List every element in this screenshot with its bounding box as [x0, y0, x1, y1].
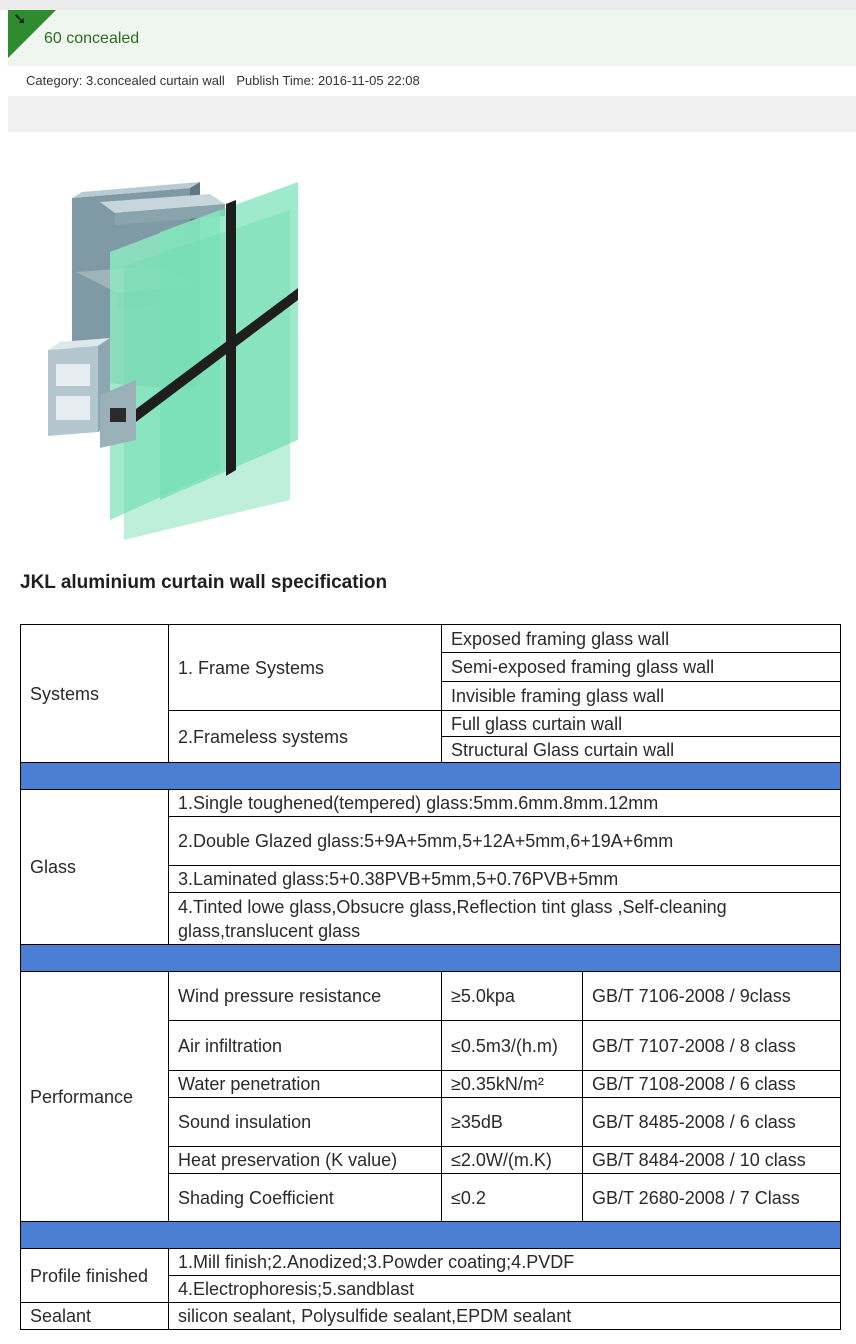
category-label: Category:: [26, 73, 83, 88]
frameless-systems-label: 2.Frameless systems: [169, 711, 442, 763]
spec-table: [20, 624, 841, 1330]
separator-row: [21, 1222, 841, 1249]
profile-item: 1.Mill finish;2.Anodized;3.Powder coating;4.PVDF: [169, 1249, 841, 1276]
publish-label: Publish Time:: [236, 73, 315, 88]
performance-standard: GB/T 8485-2008 / 6 class: [583, 1098, 841, 1147]
frame-item: Exposed framing glass wall: [442, 625, 841, 653]
performance-standard: GB/T 8484-2008 / 10 class: [583, 1147, 841, 1174]
sealant-label: Sealant: [21, 1303, 169, 1330]
page-top-border: [0, 0, 856, 10]
frame-item: Semi-exposed framing glass wall: [442, 653, 841, 682]
profile-item: 4.Electrophoresis;5.sandblast: [169, 1276, 841, 1303]
performance-value: ≥0.35kN/m²: [442, 1071, 583, 1098]
performance-name: Air infiltration: [169, 1021, 442, 1071]
content-divider-band: [8, 96, 856, 132]
sealant-value: silicon sealant, Polysulfide sealant,EPDM sealant: [169, 1303, 841, 1330]
performance-name: Heat preservation (K value): [169, 1147, 442, 1174]
publish-time: 2016-11-05 22:08: [318, 73, 420, 88]
profile-label: Profile finished: [21, 1249, 169, 1303]
frame-item: Invisible framing glass wall: [442, 682, 841, 711]
performance-value: ≤0.2: [442, 1174, 583, 1222]
systems-label: Systems: [21, 625, 169, 763]
glass-item: 4.Tinted lowe glass,Obsucre glass,Reflection tint glass ,Self-cleaning glass,translucent glass: [169, 893, 841, 945]
frameless-item: Full glass curtain wall: [442, 711, 841, 737]
performance-value: ≥35dB: [442, 1098, 583, 1147]
table-row: [21, 1249, 841, 1276]
performance-value: ≤0.5m3/(h.m): [442, 1021, 583, 1071]
category-link[interactable]: 3.concealed curtain wall: [86, 73, 225, 88]
table-row: [21, 790, 841, 817]
performance-standard: GB/T 7106-2008 / 9class: [583, 972, 841, 1021]
performance-standard: GB/T 7108-2008 / 6 class: [583, 1071, 841, 1098]
performance-standard: GB/T 7107-2008 / 8 class: [583, 1021, 841, 1071]
post-title[interactable]: 60 concealed: [44, 30, 140, 47]
glass-item: 3.Laminated glass:5+0.38PVB+5mm,5+0.76PVB+5mm: [169, 866, 841, 893]
performance-name: Shading Coefficient: [169, 1174, 442, 1222]
table-row: [21, 972, 841, 1021]
frame-systems-label: 1. Frame Systems: [169, 625, 442, 711]
curtain-wall-product-image: [40, 170, 320, 550]
frameless-item: Structural Glass curtain wall: [442, 737, 841, 763]
performance-name: Sound insulation: [169, 1098, 442, 1147]
performance-name: Water penetration: [169, 1071, 442, 1098]
separator-row: [21, 945, 841, 972]
blue-separator: [21, 945, 841, 972]
glass-item: 1.Single toughened(tempered) glass:5mm.6mm.8mm.12mm: [169, 790, 841, 817]
performance-name: Wind pressure resistance: [169, 972, 442, 1021]
table-row: [21, 625, 841, 653]
arrow-icon: ➘: [13, 11, 27, 28]
table-row: [21, 1303, 841, 1330]
post-meta: [26, 73, 420, 88]
glass-item: 2.Double Glazed glass:5+9A+5mm,5+12A+5mm,6+19A+6mm: [169, 817, 841, 866]
performance-label: Performance: [21, 972, 169, 1222]
glass-label: Glass: [21, 790, 169, 945]
blue-separator: [21, 1222, 841, 1249]
performance-value: ≥5.0kpa: [442, 972, 583, 1021]
spec-heading: JKL aluminium curtain wall specification: [20, 572, 388, 593]
performance-standard: GB/T 2680-2008 / 7 Class: [583, 1174, 841, 1222]
performance-value: ≤2.0W/(m.K): [442, 1147, 583, 1174]
separator-row: [21, 763, 841, 790]
blue-separator: [21, 763, 841, 790]
